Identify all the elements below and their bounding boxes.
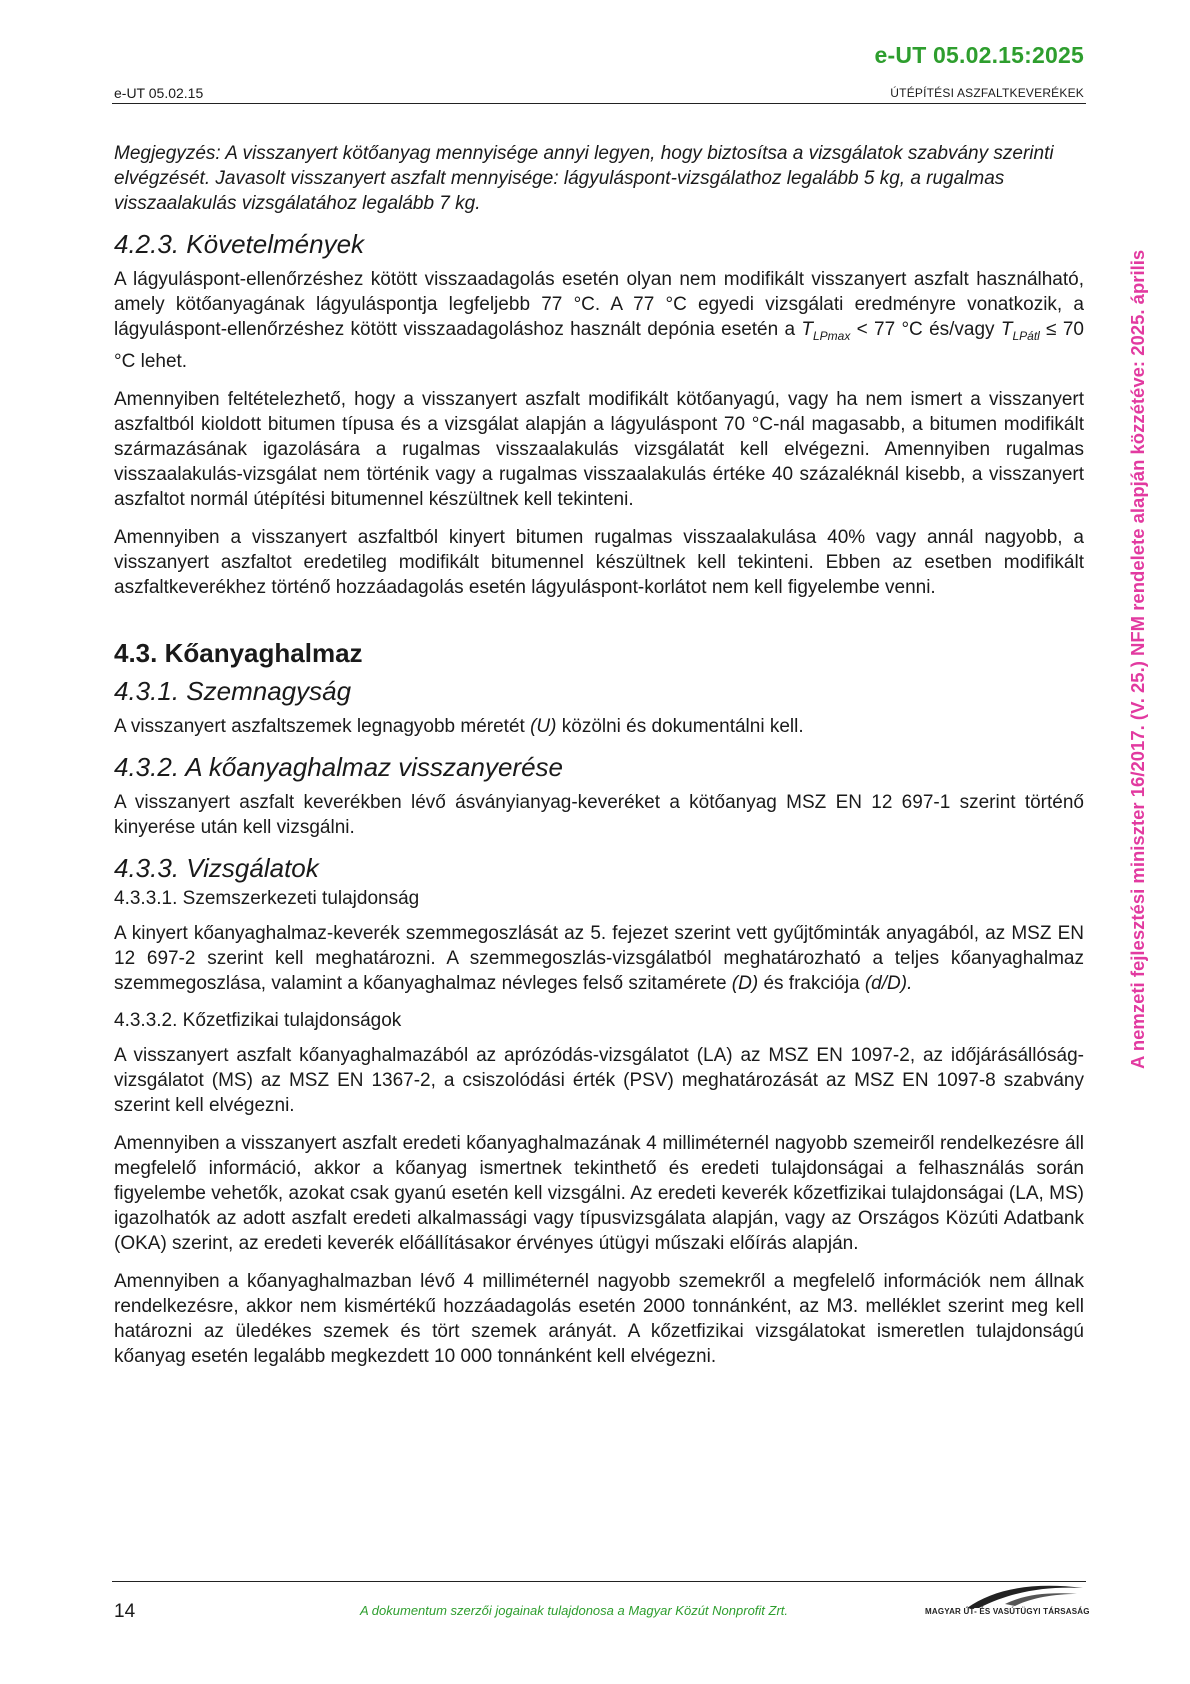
copyright-notice: A dokumentum szerzői jogainak tulajdonosa a Magyar Közút Nonprofit Zrt. <box>360 1603 789 1618</box>
note-paragraph: Megjegyzés: A visszanyert kötőanyag mennyisége annyi legyen, hogy biztosítsa a vizsgálatok szabvány szerinti elvégzését. Javasolt visszanyert aszfalt mennyisége: lágyuláspont-vizsgálathoz legalább 5 kg, a rugalmas visszaalakulás vizsgálatához legalább 7 kg. <box>114 143 1054 214</box>
paragraph-softening-point: A lágyuláspont-ellenőrzéshez kötött visszaadagolás esetén olyan nem modifikált visszanyert aszfalt használható, amely kötőanyagának lágyuláspontja legfeljebb 77 °C. A 77 °C egyedi vizsgálati eredményre vonatkozik, a lágyuláspont-ellenőrzéshez kötött visszaadagoláshoz használt depónia esetén a $T_{LPmax} < 77$ °C és/vagy $T_{LPátl} \le 70$ °C lehet. <box>114 269 1084 372</box>
paragraph-modified-binder: Amennyiben feltételezhető, hogy a visszanyert aszfalt modifikált kötőanyagú, vagy ha nem ismert a visszanyert aszfaltból kioldott bitumen típusa és a vizsgálat alapján a lágyuláspont 70 °C-nál magasabb, a bitumen modifikált származásának igazolására a rugalmas visszaalakulás vizsgálatát kell elvégezni. Amennyiben rugalmas visszaalakulás-vizsgálat nem történik vagy a rugalmas visszaalakulás értéke 40 százaléknál kisebb, a visszanyert aszfaltot normál útépítési bitumennel készültnek kell tekinteni. <box>114 388 1084 510</box>
paragraph-rock-physics-tests: A visszanyert aszfalt kőanyaghalmazából az aprózódás-vizsgálatot (LA) az MSZ EN 1097-2, az időjárásállóság-vizsgálatot (MS) az MSZ EN 1367-2, a csiszolódási érték (PSV) meghatározását az MSZ EN 1097-8 szabvány szerint kell elvégezni. <box>114 1044 1084 1116</box>
heading-4-3: 4.3. Kőanyaghalmaz <box>114 637 363 668</box>
heading-4-3-3-2: 4.3.3.2. Kőzetfizikai tulajdonságok <box>114 1009 402 1031</box>
header-section-title: ÚTÉPÍTÉSI ASZFALTKEVERÉKEK <box>890 86 1084 100</box>
paragraph-elastic-recovery: Amennyiben a visszanyert aszfaltból kinyert bitumen rugalmas visszaalakulása 40% vagy annál nagyobb, a visszanyert aszfaltot eredetileg modifikált bitumennel készültnek kell tekinteni. Ebben az esetben modifikált aszfaltkeverékhez történő hozzáadagolás esetén lágyuláspont-korlátot nem kell figyelembe venni. <box>114 526 1084 598</box>
paragraph-grain-size: A visszanyert aszfaltszemek legnagyobb méretét (U) közölni és dokumentálni kell. <box>114 715 804 737</box>
page-content <box>114 141 1084 1382</box>
swoosh-icon <box>965 1582 1085 1610</box>
paragraph-known-aggregate: Amennyiben a visszanyert aszfalt eredeti kőanyaghalmazának 4 milliméternél nagyobb szemeiről rendelkezésre áll megfelelő információ, akkor a kőanyag ismertnek tekinthető és eredeti tulajdonságai a felhasználás során figyelembe vehetők, azokat csak gyanú esetén kell vizsgálni. Az eredeti keverék kőzetfizikai tulajdonságai (LA, MS) igazolhatók az adott aszfalt eredeti alkalmassági vagy típusvizsgálata alapján, vagy az Országos Közúti Adatbank (OKA) szerint, az eredeti keverék előállításakor érvényes útügyi műszaki előírás alapján. <box>114 1132 1084 1254</box>
paragraph-aggregate-recovery: A visszanyert aszfalt keverékben lévő ásványianyag-keveréket a kötőanyag MSZ EN 12 697-1 szerint történő kinyerése után kell vizsgálni. <box>114 791 1084 838</box>
heading-4-3-3-1: 4.3.3.1. Szemszerkezeti tulajdonság <box>114 887 420 909</box>
page-number: 14 <box>114 1601 136 1622</box>
heading-4-3-3: 4.3.3. Vizsgálatok <box>114 852 319 883</box>
heading-4-3-1: 4.3.1. Szemnagyság <box>114 675 352 706</box>
heading-4-3-2: 4.3.2. A kőanyaghalmaz visszanyerése <box>114 751 563 782</box>
heading-4-2-3: 4.2.3. Követelmények <box>114 229 365 259</box>
paragraph-unknown-aggregate: Amennyiben a kőanyaghalmazban lévő 4 milliméternél nagyobb szemekről a megfelelő információk nem állnak rendelkezésre, akkor nem kismértékű hozzáadagolás esetén 2000 tonnánként, az M3. melléklet szerint meg kell határozni az üledékes szemek és tört szemek arányát. A kőzetfizikai vizsgálatokat ismeretlen tulajdonságú kőanyag esetén legalább megkezdett 10 000 tonnánként kell elvégezni. <box>114 1270 1084 1367</box>
publication-side-note: A nemzeti fejlesztési miniszter 16/2017. (V. 25.) NFM rendelete alapján közzétéve: 2025. április <box>1127 249 1148 1069</box>
header-divider <box>112 103 1086 104</box>
paragraph-grading: A kinyert kőanyaghalmaz-keverék szemmegoszlását az 5. fejezet szerint vett gyűjtőminták anyagából, az MSZ EN 12 697-2 szerint kell meghatározni. A szemmegoszlás-vizsgálatból meghatározható a teljes kőanyaghalmaz szemmegoszlása, valamint a kőanyaghalmaz névleges felső szitamérete (D) és frakciója (d/D). <box>114 922 1084 994</box>
document-code: e-UT 05.02.15:2025 <box>874 42 1084 68</box>
header-doc-id: e-UT 05.02.15 <box>114 85 204 101</box>
society-logo: MAGYAR ÚT- ÉS VASÚTÜGYI TÁRSASÁG <box>925 1582 1090 1622</box>
